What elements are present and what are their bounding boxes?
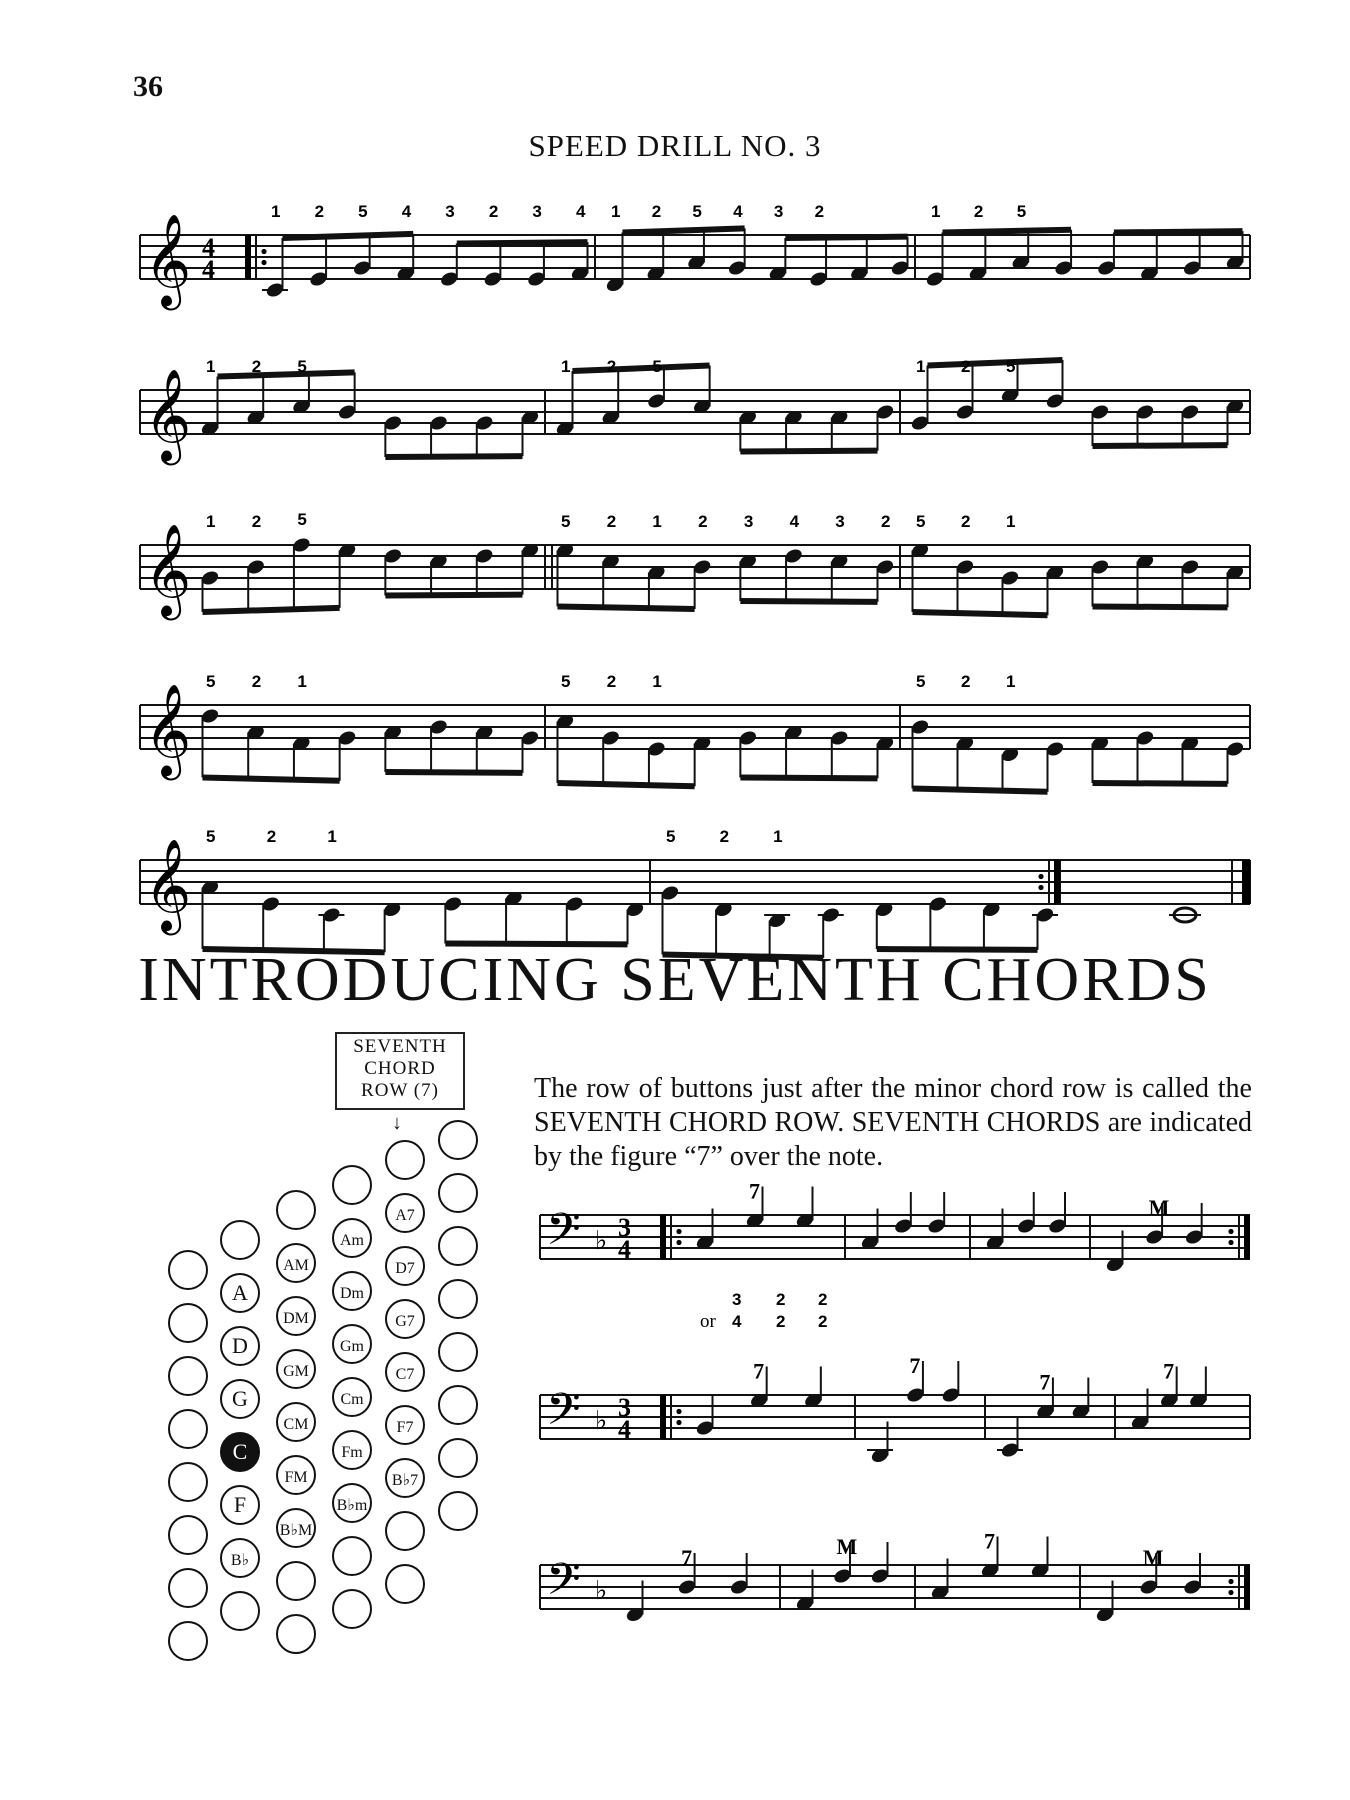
note-beam (740, 601, 877, 602)
final-thick-bar (1242, 860, 1250, 904)
fingering-number: 1 (561, 357, 571, 376)
bass-button-blank (386, 1141, 424, 1179)
intro-paragraph: The row of buttons just after the minor chord row is called the SEVENTH CHORD ROW. SEVENTH CHORDS are indicated by the figure “7” over the note. (534, 1073, 1252, 1172)
bass-button-label: D7 (395, 1260, 415, 1277)
fingering-number: 5 (297, 510, 307, 529)
note-beam (740, 451, 877, 452)
alt-fingering-top: 2 (818, 1290, 828, 1309)
note-flag (813, 1187, 823, 1209)
repeat-dot (1038, 885, 1043, 890)
note-flag (923, 1361, 933, 1383)
fingering-number: 5 (297, 357, 307, 376)
repeat-dot (676, 1240, 681, 1245)
bass-button-blank (439, 1333, 477, 1371)
bass-button-label: DM (283, 1310, 309, 1327)
note-beam (785, 237, 907, 238)
repeat-dot (261, 249, 266, 254)
treble-clef-icon: 𝄞 (144, 368, 192, 461)
note-flag (821, 1367, 831, 1389)
bass-button-blank (221, 1592, 259, 1630)
fingering-number: 2 (314, 202, 325, 221)
note-flag (948, 1559, 958, 1581)
note-beam (385, 772, 522, 773)
note-flag (643, 1581, 653, 1603)
fingering-number: 5 (206, 827, 216, 846)
fingering-number: 3 (835, 512, 845, 531)
bass-button-label: G (232, 1386, 248, 1411)
note-flag (1003, 1209, 1013, 1231)
treble-clef-icon: 𝄞 (144, 683, 192, 776)
fingering-number: 3 (773, 202, 784, 221)
bass-button-label: Fm (341, 1444, 363, 1461)
section-title: INTRODUCING SEVENTH CHORDS (138, 946, 1212, 1014)
note-flag (763, 1187, 773, 1209)
bass-clef-icon: 𝄢 (546, 1383, 581, 1446)
bass-button-blank (439, 1121, 477, 1159)
bass-button-label: C (232, 1439, 248, 1464)
row-label-line-3: ROW (7) (361, 1080, 439, 1101)
fingering-number: 1 (916, 357, 926, 376)
repeat-thick-bar (1054, 860, 1060, 904)
bass-button-label: AM (283, 1257, 309, 1274)
note-flag (813, 1570, 823, 1592)
row-label-line-1: SEVENTH (353, 1036, 447, 1057)
repeat-thick-bar (1244, 1215, 1250, 1259)
bass-button-blank (386, 1565, 424, 1603)
time-sig-bottom: 4 (618, 1235, 631, 1264)
flat-key-signature-icon: ♭ (595, 1576, 608, 1606)
fingering-number: 2 (961, 357, 971, 376)
note-beam (1093, 445, 1228, 446)
fingering-number: 5 (916, 672, 926, 691)
major-chord-mark: M (1142, 1545, 1164, 1570)
note-flag (1177, 1367, 1187, 1389)
fingering-number: 1 (652, 672, 662, 691)
repeat-dot (1038, 874, 1043, 879)
note-flag (888, 1422, 898, 1444)
note-flag (998, 1537, 1008, 1559)
alt-fingering-bottom: 4 (732, 1312, 742, 1331)
note-flag (713, 1209, 723, 1231)
note-beam (573, 366, 710, 372)
alt-fingering-or: or (700, 1311, 716, 1332)
note-flag (878, 1209, 888, 1231)
bass-button-label: Am (340, 1232, 364, 1249)
bass-button-label: A (232, 1280, 248, 1305)
seventh-chord-mark: 7 (1039, 1369, 1051, 1395)
fingering-number: 1 (206, 512, 216, 531)
seventh-chord-mark: 7 (1163, 1358, 1175, 1384)
seventh-chord-mark: 7 (681, 1545, 693, 1570)
repeat-dot (261, 260, 266, 265)
repeat-thick-bar (245, 235, 251, 279)
note-flag (1113, 1581, 1123, 1603)
bass-button-label: GM (283, 1363, 309, 1380)
bass-button-blank (169, 1516, 207, 1554)
fingering-number: 5 (916, 512, 926, 531)
note-beam (913, 612, 1048, 615)
note-beam (385, 456, 522, 457)
note-beam (928, 360, 1063, 366)
note-beam (1093, 783, 1228, 784)
fingering-number: 2 (251, 512, 262, 531)
major-chord-mark: M (836, 1534, 858, 1559)
fingering-number: 1 (931, 202, 941, 221)
note-flag (1123, 1231, 1133, 1253)
fingering-number: 3 (445, 202, 455, 221)
bass-button-blank (277, 1562, 315, 1600)
bass-button-label: A7 (395, 1207, 415, 1224)
bass-clef-icon: 𝄢 (546, 1553, 581, 1616)
note-flag (944, 1192, 954, 1214)
fingering-number: 5 (666, 827, 676, 846)
note-beam (218, 372, 355, 376)
repeat-dot (1228, 1590, 1233, 1595)
note-beam (1093, 607, 1228, 608)
note-flag (1034, 1192, 1044, 1214)
bass-button-blank (333, 1590, 371, 1628)
repeat-dot (676, 1420, 681, 1425)
note-beam (558, 607, 695, 609)
fingering-number: 5 (1006, 357, 1016, 376)
fingering-number: 2 (251, 357, 262, 376)
fingering-number: 1 (652, 512, 662, 531)
repeat-thick-bar (660, 1215, 666, 1259)
fingering-number: 2 (488, 202, 499, 221)
fingering-number: 1 (206, 357, 216, 376)
time-sig-top: 3 (618, 1213, 631, 1242)
seventh-chord-mark: 7 (984, 1528, 995, 1554)
bass-button-label: CM (283, 1416, 309, 1433)
bass-button-blank (221, 1221, 259, 1259)
fingering-number: 1 (1006, 672, 1016, 691)
bass-button-label: C7 (395, 1366, 415, 1383)
fingering-number: 2 (698, 512, 708, 531)
note-beam (457, 242, 588, 243)
bass-button-blank (169, 1304, 207, 1342)
fingering-number: 5 (561, 672, 571, 691)
fingering-number: 3 (532, 202, 542, 221)
note-flag (1148, 1389, 1158, 1411)
bass-button-label: F (233, 1492, 247, 1517)
bass-button-blank (439, 1227, 477, 1265)
bass-button-blank (277, 1615, 315, 1653)
treble-clef-icon: 𝄞 (144, 523, 192, 616)
bass-button-label: Dm (340, 1285, 364, 1302)
alt-fingering-top: 3 (732, 1290, 742, 1309)
bass-button-blank (277, 1191, 315, 1229)
note-flag (958, 1361, 968, 1383)
major-chord-mark: M (1148, 1195, 1170, 1220)
repeat-dot (1228, 1579, 1233, 1584)
fingering-number: 2 (251, 672, 262, 691)
row-label-line-2: CHORD (364, 1058, 436, 1079)
repeat-dot (676, 1409, 681, 1414)
fingering-number: 5 (692, 202, 702, 221)
bass-button-label: Gm (340, 1338, 364, 1355)
repeat-dot (676, 1229, 681, 1234)
bass-button-blank (386, 1512, 424, 1550)
fingering-number: 3 (743, 512, 754, 531)
fingering-number: 2 (651, 202, 662, 221)
down-arrow-icon: ↓ (392, 1112, 402, 1134)
fingering-number: 1 (297, 672, 307, 691)
note-beam (913, 789, 1048, 792)
bass-button-label: Cm (340, 1391, 364, 1408)
bass-button-label: B♭m (336, 1497, 368, 1514)
fingering-number: 5 (206, 672, 216, 691)
treble-clef-icon: 𝄞 (144, 838, 192, 931)
bass-button-blank (169, 1463, 207, 1501)
alt-fingering-bottom: 2 (776, 1312, 786, 1331)
treble-clef-icon: 𝄞 (144, 213, 192, 306)
bass-button-blank (333, 1166, 371, 1204)
repeat-dot (1228, 1240, 1233, 1245)
note-flag (1206, 1367, 1216, 1389)
alt-fingering-top: 2 (776, 1290, 786, 1309)
bass-button-blank (169, 1410, 207, 1448)
fingering-number: 2 (961, 672, 971, 691)
bass-button-blank (333, 1537, 371, 1575)
note-beam (623, 228, 745, 232)
fingering-number: 2 (266, 827, 277, 846)
fingering-number: 1 (611, 202, 621, 221)
fingering-number: 4 (576, 202, 586, 221)
note-flag (888, 1542, 898, 1564)
fingering-number: 2 (719, 827, 730, 846)
flat-key-signature-icon: ♭ (595, 1406, 608, 1436)
bass-button-label: FM (284, 1469, 308, 1486)
bass-button-blank (439, 1174, 477, 1212)
time-sig-bottom: 4 (618, 1415, 631, 1444)
time-sig-top: 3 (618, 1393, 631, 1422)
fingering-number: 4 (733, 202, 743, 221)
fingering-number: 5 (358, 202, 368, 221)
page-number: 36 (133, 70, 163, 103)
note-beam (203, 608, 340, 612)
fingering-number: 5 (652, 357, 662, 376)
repeat-dot (1228, 1229, 1233, 1234)
flat-key-signature-icon: ♭ (595, 1226, 608, 1256)
note-beam (203, 778, 340, 781)
drill-title: SPEED DRILL NO. 3 (528, 128, 822, 163)
bass-button-label: F7 (396, 1419, 414, 1436)
note-beam (943, 230, 1072, 233)
bass-button-blank (169, 1251, 207, 1289)
note-beam (558, 783, 695, 786)
note-beam (740, 778, 877, 779)
note-flag (1053, 1378, 1063, 1400)
bass-button-blank (439, 1492, 477, 1530)
note-flag (1065, 1192, 1075, 1214)
note-flag (1088, 1378, 1098, 1400)
fingering-number: 5 (1016, 202, 1027, 221)
fingering-number: 2 (606, 357, 617, 376)
bass-button-blank (439, 1280, 477, 1318)
bass-button-label: G7 (395, 1313, 415, 1330)
fingering-number: 2 (973, 202, 984, 221)
seventh-chord-mark: 7 (749, 1178, 760, 1204)
bass-button-blank (169, 1622, 207, 1660)
fingering-number: 4 (401, 202, 412, 221)
fingering-number: 2 (606, 672, 617, 691)
note-beam (385, 595, 522, 596)
fingering-number: 1 (1006, 512, 1016, 531)
fingering-number: 1 (327, 827, 337, 846)
repeat-thick-bar (1244, 1565, 1250, 1609)
note-beam (283, 234, 414, 238)
note-beam (1114, 231, 1243, 232)
bass-button-blank (439, 1439, 477, 1477)
fingering-number: 2 (606, 512, 617, 531)
fingering-number: 2 (961, 512, 971, 531)
alt-fingering-bottom: 2 (818, 1312, 828, 1331)
fingering-number: 2 (814, 202, 825, 221)
time-sig-bottom: 4 (202, 255, 215, 284)
bass-button-blank (169, 1569, 207, 1607)
seventh-chord-mark: 7 (753, 1358, 765, 1384)
bass-clef-icon: 𝄢 (546, 1203, 581, 1266)
bass-button-label: B♭7 (391, 1472, 419, 1489)
note-flag (1048, 1537, 1058, 1559)
seventh-row-label (335, 1032, 465, 1110)
bass-button-label: B♭M (279, 1522, 313, 1539)
fingering-number: 4 (789, 512, 800, 531)
note-flag (767, 1367, 777, 1389)
repeat-thick-bar (660, 1395, 666, 1439)
fingering-number: 1 (773, 827, 783, 846)
time-sig-top: 4 (202, 233, 215, 262)
fingering-number: 1 (271, 202, 281, 221)
fingering-number: 2 (881, 512, 891, 531)
bass-button-label: B♭ (230, 1552, 250, 1569)
note-flag (911, 1192, 921, 1214)
seventh-chord-mark: 7 (909, 1353, 921, 1378)
fingering-number: 5 (561, 512, 571, 531)
bass-button-blank (439, 1386, 477, 1424)
bass-button-blank (169, 1357, 207, 1395)
bass-button-label: D (232, 1333, 248, 1358)
